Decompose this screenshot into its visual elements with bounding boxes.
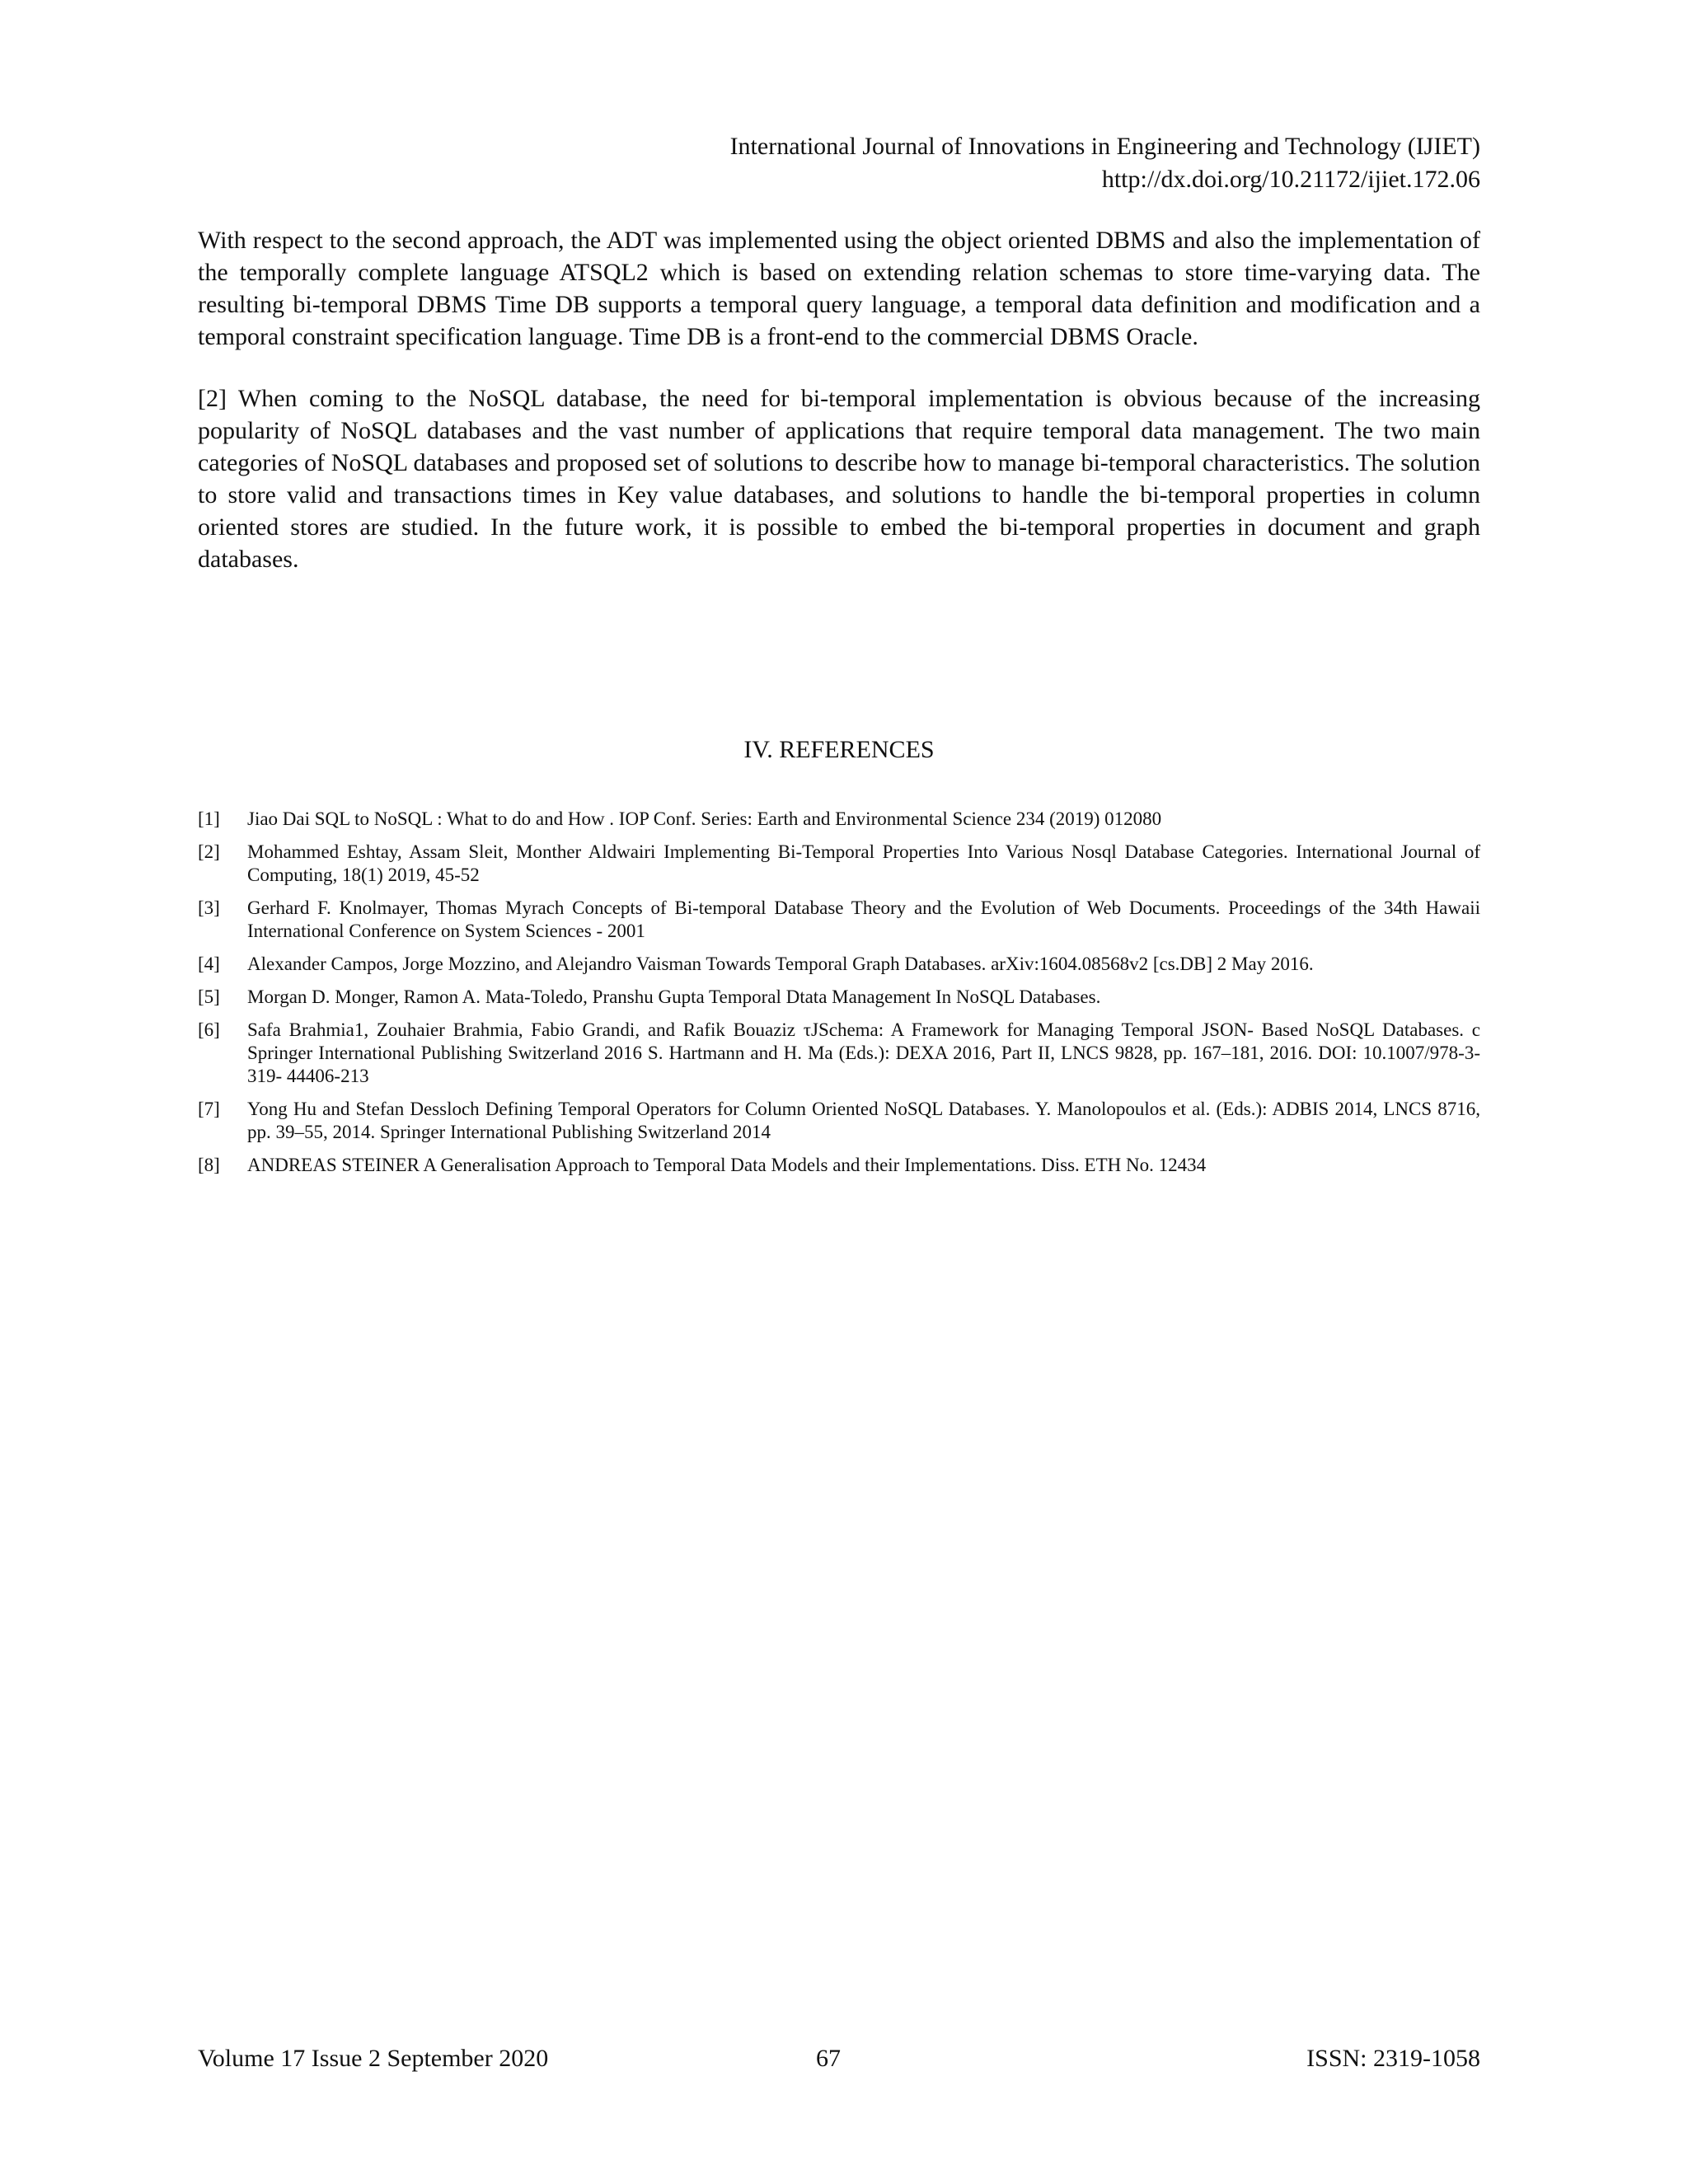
reference-item <box>198 841 1480 887</box>
reference-text: ANDREAS STEINER A Generalisation Approach to Temporal Data Models and their Implementations. Diss. ETH No. 12434 <box>247 1155 1207 1175</box>
reference-item <box>198 953 1480 976</box>
reference-number: [1] <box>198 808 220 829</box>
reference-item <box>198 986 1480 1009</box>
page-header <box>730 130 1480 196</box>
reference-item <box>198 897 1480 943</box>
doi-link[interactable]: http://dx.doi.org/10.21172/ijiet.172.06 <box>1101 166 1480 193</box>
body-text <box>198 224 1480 605</box>
reference-item <box>198 1098 1480 1144</box>
reference-number: [4] <box>198 954 220 974</box>
reference-list <box>198 808 1480 1187</box>
reference-number: [6] <box>198 1019 220 1040</box>
reference-item <box>198 1154 1480 1177</box>
reference-text: Yong Hu and Stefan Dessloch Defining Temporal Operators for Column Oriented NoSQL Databases. Y. Manolopoulos et al. (Eds.): ADBIS 2014, LNCS 8716, pp. 39–55, 2014. Springer International Publishing Switzerland 2014 <box>247 1099 1480 1142</box>
references-heading: IV. REFERENCES <box>743 736 935 763</box>
reference-text: Morgan D. Monger, Ramon A. Mata-Toledo, Pranshu Gupta Temporal Dtata Management In NoSQL Databases. <box>247 987 1101 1007</box>
reference-item <box>198 1019 1480 1088</box>
page-number: 67 <box>816 2045 841 2072</box>
reference-item <box>198 808 1480 831</box>
reference-text: Safa Brahmia1, Zouhaier Brahmia, Fabio Grandi, and Rafik Bouaziz τJSchema: A Framework for Managing Temporal JSON- Based NoSQL Databases. c Springer International Publishing Switzerland 2016 S. Hartmann and H. Ma (Eds.): DEXA 2016, Part II, LNCS 9828, pp. 167–181, 2016. DOI: 10.1007/978-3-319- 44406-213 <box>247 1019 1480 1086</box>
reference-number: [5] <box>198 987 220 1007</box>
reference-text: Jiao Dai SQL to NoSQL : What to do and How . IOP Conf. Series: Earth and Environmental Science 234 (2019) 012080 <box>247 808 1162 829</box>
reference-text: Mohammed Eshtay, Assam Sleit, Monther Aldwairi Implementing Bi-Temporal Properties Into Various Nosql Database Categories. International Journal of Computing, 18(1) 2019, 45-52 <box>247 841 1480 885</box>
body-paragraph: With respect to the second approach, the ADT was implemented using the object oriented DBMS and also the implementation of the temporally complete language ATSQL2 which is based on extending relation schemas to store time-varying data. The resulting bi-temporal DBMS Time DB supports a temporal query language, a temporal data definition and modification and a temporal constraint specification language. Time DB is a front-end to the commercial DBMS Oracle. <box>198 227 1480 350</box>
reference-text: Gerhard F. Knolmayer, Thomas Myrach Concepts of Bi-temporal Database Theory and the Evolution of Web Documents. Proceedings of the 34th Hawaii International Conference on System Sciences - 2001 <box>247 898 1480 941</box>
page-footer <box>198 2042 1480 2075</box>
issn: ISSN: 2319-1058 <box>1306 2045 1480 2072</box>
reference-text: Alexander Campos, Jorge Mozzino, and Alejandro Vaisman Towards Temporal Graph Databases. arXiv:1604.08568v2 [cs.DB] 2 May 2016. <box>247 954 1314 974</box>
journal-title: International Journal of Innovations in Engineering and Technology (IJIET) <box>729 133 1480 160</box>
reference-number: [8] <box>198 1155 220 1175</box>
reference-number: [7] <box>198 1099 220 1119</box>
volume-info: Volume 17 Issue 2 September 2020 <box>198 2045 549 2072</box>
body-paragraph: [2] When coming to the NoSQL database, the need for bi-temporal implementation is obvious because of the increasing popularity of NoSQL databases and the vast number of applications that require temporal data management. The two main categories of NoSQL databases and proposed set of solutions to describe how to manage bi-temporal characteristics. The solution to store valid and transactions times in Key value databases, and solutions to handle the bi-temporal properties in column oriented stores are studied. In the future work, it is possible to embed the bi-temporal properties in document and graph databases. <box>198 385 1480 573</box>
reference-number: [3] <box>198 898 220 918</box>
reference-number: [2] <box>198 841 220 862</box>
